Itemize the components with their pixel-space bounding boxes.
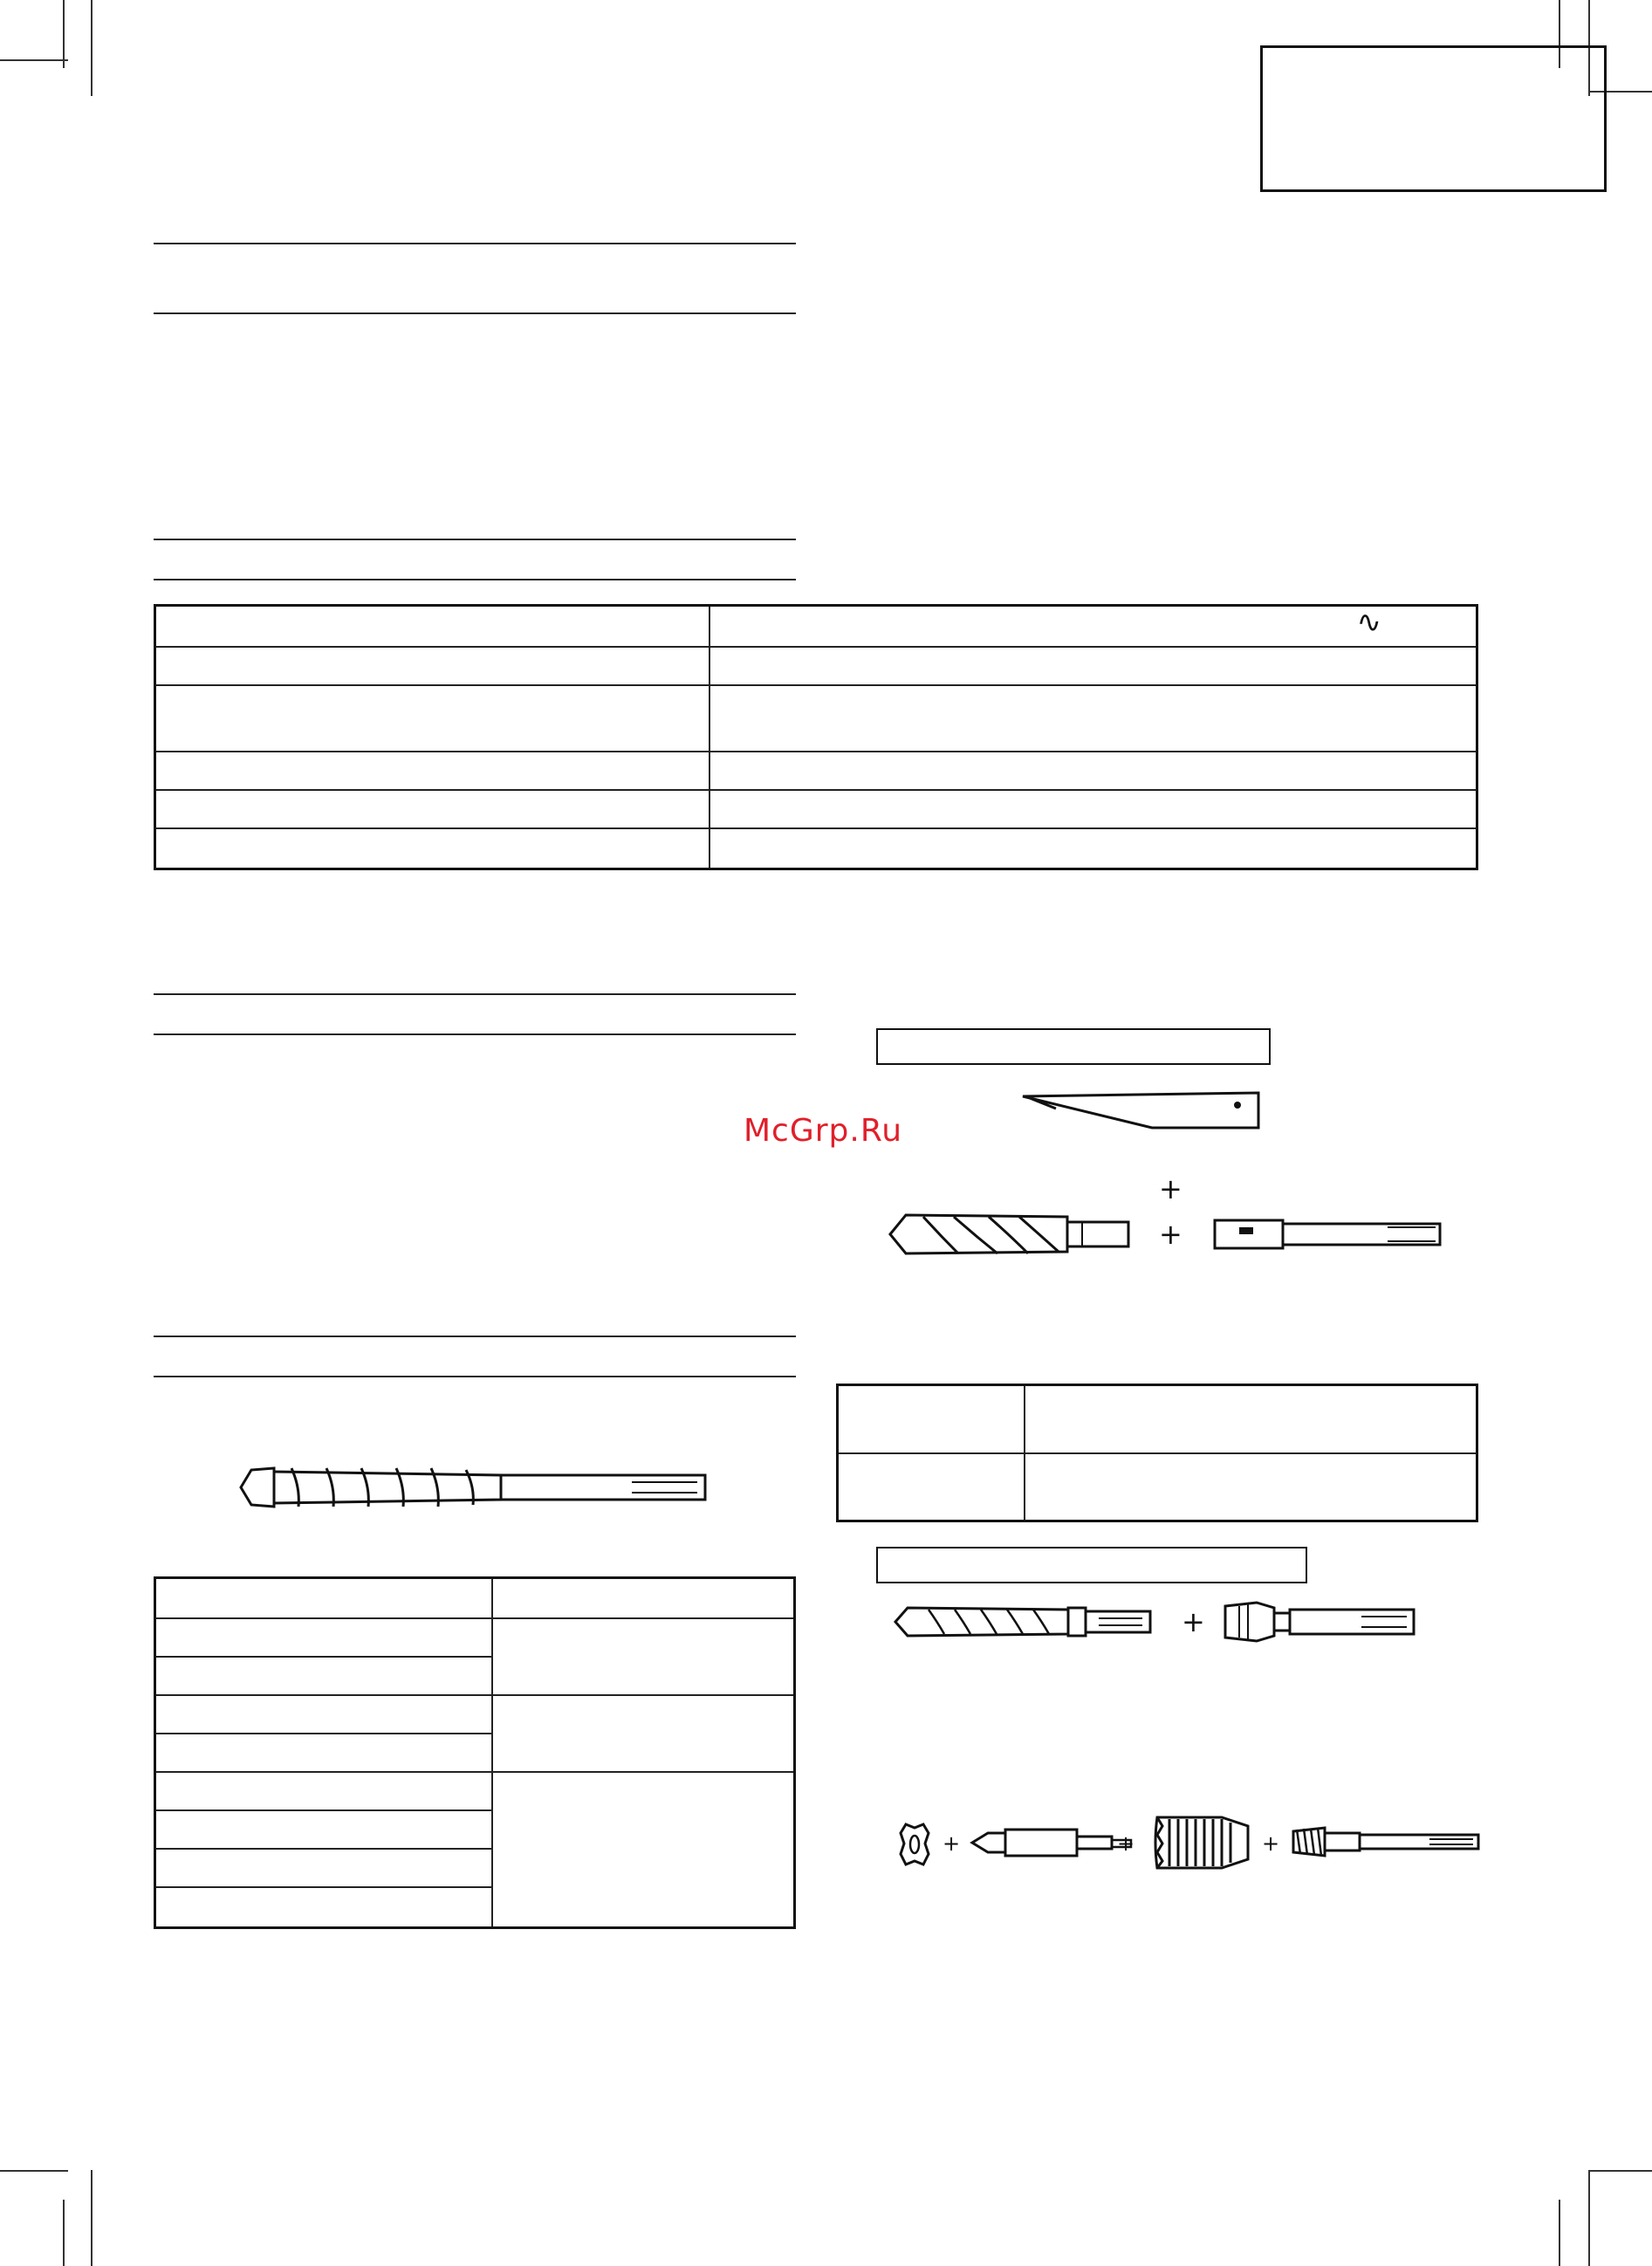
table-cell <box>492 1618 795 1695</box>
crop-mark <box>91 2170 93 2266</box>
table-cell <box>155 752 709 790</box>
plus-sign: + <box>1159 1218 1182 1251</box>
crop-mark <box>63 2200 65 2266</box>
table-cell <box>155 1849 492 1887</box>
table-cell <box>492 1695 795 1772</box>
table-cell <box>155 1887 492 1927</box>
table-row <box>155 828 1477 869</box>
table-cell <box>492 1578 795 1618</box>
table-cell <box>155 1734 492 1772</box>
crop-mark <box>0 59 68 61</box>
table-cell <box>1025 1385 1477 1453</box>
table-cell <box>155 647 709 685</box>
center-pin-shank-icon <box>970 1828 1134 1857</box>
table-cell <box>155 606 709 647</box>
section-rule <box>154 993 796 995</box>
cotter-icon <box>1021 1089 1261 1131</box>
table-cell <box>709 790 1477 828</box>
table-row <box>155 752 1477 790</box>
plus-sign: + <box>1182 1605 1205 1638</box>
table-cell <box>709 752 1477 790</box>
section-rule <box>154 1336 796 1337</box>
table-row <box>155 1772 795 1810</box>
chuck-adapter-icon <box>1222 1599 1418 1645</box>
center-pin-icon <box>899 1823 930 1866</box>
core-bit-icon <box>1152 1814 1253 1871</box>
crop-mark <box>91 0 93 96</box>
section-rule <box>154 539 796 540</box>
plus-sign: + <box>943 1831 961 1856</box>
table-cell <box>155 685 709 752</box>
table-cell <box>155 1578 492 1618</box>
crop-mark <box>0 2170 68 2172</box>
bit-size-table <box>154 1576 796 1929</box>
section-rule <box>154 312 796 314</box>
table-cell <box>155 1657 492 1695</box>
section-rule <box>154 243 796 244</box>
table-cell <box>155 1695 492 1734</box>
plus-sign: + <box>1262 1831 1280 1856</box>
section-rule <box>154 1376 796 1377</box>
sds-drill-bit-icon <box>894 1604 1155 1639</box>
table-cell <box>838 1453 1025 1521</box>
specifications-table <box>154 604 1478 870</box>
table-row <box>155 1695 795 1734</box>
table-row <box>155 1618 795 1657</box>
plus-sign: + <box>1159 1172 1182 1205</box>
drill-bit-table <box>836 1384 1478 1522</box>
table-cell <box>709 647 1477 685</box>
accessory-label-box <box>876 1547 1307 1583</box>
table-cell <box>709 828 1477 869</box>
table-cell <box>155 790 709 828</box>
table-row <box>838 1385 1477 1453</box>
plus-sign: + <box>1117 1831 1135 1856</box>
accessory-label-box <box>876 1028 1271 1065</box>
table-cell <box>838 1385 1025 1453</box>
table-cell <box>709 685 1477 752</box>
table-row <box>838 1453 1477 1521</box>
straight-shank-drill-bit-icon <box>888 1210 1133 1259</box>
language-tab-box <box>1260 45 1607 192</box>
table-row <box>155 1578 795 1618</box>
section-rule <box>154 579 796 580</box>
crop-mark <box>63 0 65 68</box>
table-cell <box>155 828 709 869</box>
table-cell <box>155 1772 492 1810</box>
crop-mark <box>1588 2170 1652 2172</box>
table-cell <box>155 1618 492 1657</box>
table-cell <box>709 606 1477 647</box>
section-rule <box>154 1033 796 1035</box>
drill-bit-icon <box>239 1463 710 1512</box>
ac-symbol: ∿ <box>1356 605 1381 640</box>
taper-shank-adapter-icon <box>1213 1215 1444 1253</box>
table-row <box>155 790 1477 828</box>
table-row <box>155 647 1477 685</box>
core-bit-shank-icon <box>1290 1824 1482 1859</box>
crop-mark <box>1559 2200 1560 2266</box>
table-cell <box>1025 1453 1477 1521</box>
crop-mark <box>1588 2170 1590 2266</box>
watermark: McGrp.Ru <box>744 1113 903 1149</box>
table-cell <box>155 1810 492 1849</box>
table-row <box>155 606 1477 647</box>
table-row <box>155 685 1477 752</box>
table-cell <box>492 1772 795 1927</box>
